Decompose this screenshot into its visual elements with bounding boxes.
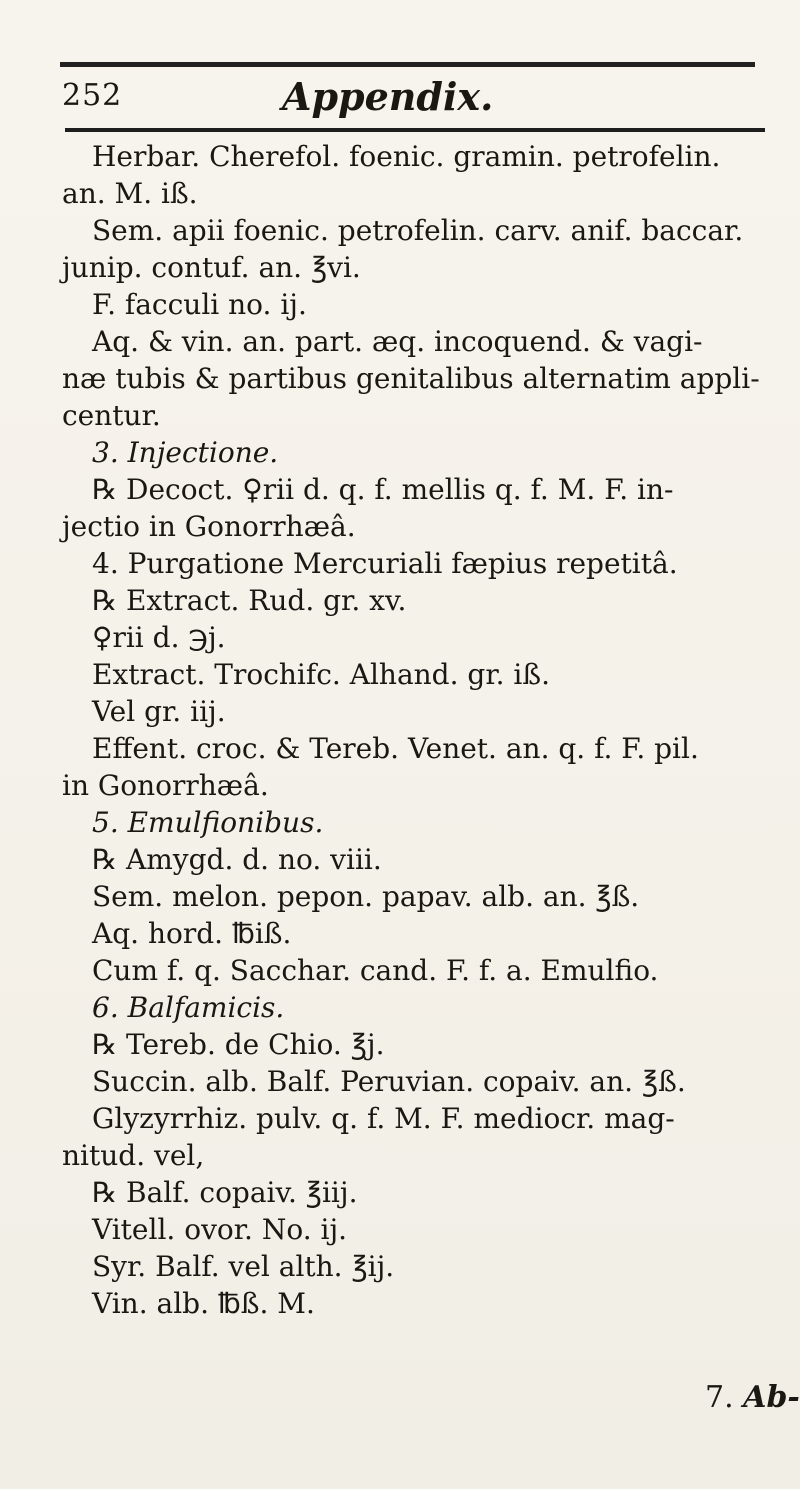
text-line: ℞ Amygd. d. no. viii. xyxy=(92,843,382,876)
text-line: 6. Balfamicis. xyxy=(92,991,285,1024)
text-line: næ tubis & partibus genitalibus alternatim appli- xyxy=(62,362,760,395)
text-line: Effent. croc. & Tereb. Venet. an. q. f. F. pil. xyxy=(92,732,699,765)
text-line: Cum f. q. Sacchar. cand. F. f. a. Emulfio. xyxy=(92,954,659,987)
text-line: Aq. hord. ℔iß. xyxy=(92,917,292,950)
text-line: an. M. iß. xyxy=(62,177,198,210)
text-line: centur. xyxy=(62,399,161,432)
text-line: ♀rii d. ℈j. xyxy=(92,621,226,654)
text-line: ℞ Balf. copaiv. ℥iij. xyxy=(92,1176,358,1209)
text-line: in Gonorrhæâ. xyxy=(62,769,269,802)
text-line: Sem. apii foenic. petrofelin. carv. anif. baccar. xyxy=(92,214,744,247)
text-line: Vin. alb. ℔ß. M. xyxy=(92,1287,315,1320)
page-number: 252 xyxy=(62,78,123,113)
text-line: jectio in Gonorrhæâ. xyxy=(62,510,356,543)
header-rule xyxy=(65,128,765,132)
catchword-number: 7. xyxy=(705,1380,734,1415)
text-line: Extract. Trochifc. Alhand. gr. iß. xyxy=(92,658,550,691)
text-line: Vitell. ovor. No. ij. xyxy=(92,1213,348,1246)
text-line: ℞ Extract. Rud. gr. xv. xyxy=(92,584,407,617)
text-block xyxy=(62,138,774,1322)
top-rule xyxy=(60,62,755,67)
text-line: nitud. vel, xyxy=(62,1139,205,1172)
text-line: ℞ Tereb. de Chio. ℥j. xyxy=(92,1028,385,1061)
text-line: Succin. alb. Balf. Peruvian. copaiv. an. ℥ß. xyxy=(92,1065,686,1098)
text-line: 3. Injectione. xyxy=(92,436,279,469)
text-line: Aq. & vin. an. part. æq. incoquend. & vagi- xyxy=(92,325,703,358)
text-line: Syr. Balf. vel alth. ℥ij. xyxy=(92,1250,395,1283)
running-title: Appendix. xyxy=(282,74,494,119)
text-line: ℞ Decoct. ♀rii d. q. f. mellis q. f. M. F. in- xyxy=(92,473,674,506)
text-line: 4. Purgatione Mercuriali fæpius repetitâ. xyxy=(92,547,678,580)
text-line: Glyzyrrhiz. pulv. q. f. M. F. mediocr. mag- xyxy=(92,1102,675,1135)
text-line: Herbar. Cherefol. foenic. gramin. petrofelin. xyxy=(92,140,721,173)
catchword-word: Ab- xyxy=(743,1380,800,1415)
text-line: 5. Emulfionibus. xyxy=(92,806,324,839)
text-line: junip. contuf. an. ℥vi. xyxy=(62,251,361,284)
text-line: Sem. melon. pepon. papav. alb. an. ℥ß. xyxy=(92,880,640,913)
running-head xyxy=(62,74,762,122)
text-line: Vel gr. iij. xyxy=(92,695,226,728)
text-line: F. facculi no. ij. xyxy=(92,288,307,321)
catchword xyxy=(705,1380,800,1415)
